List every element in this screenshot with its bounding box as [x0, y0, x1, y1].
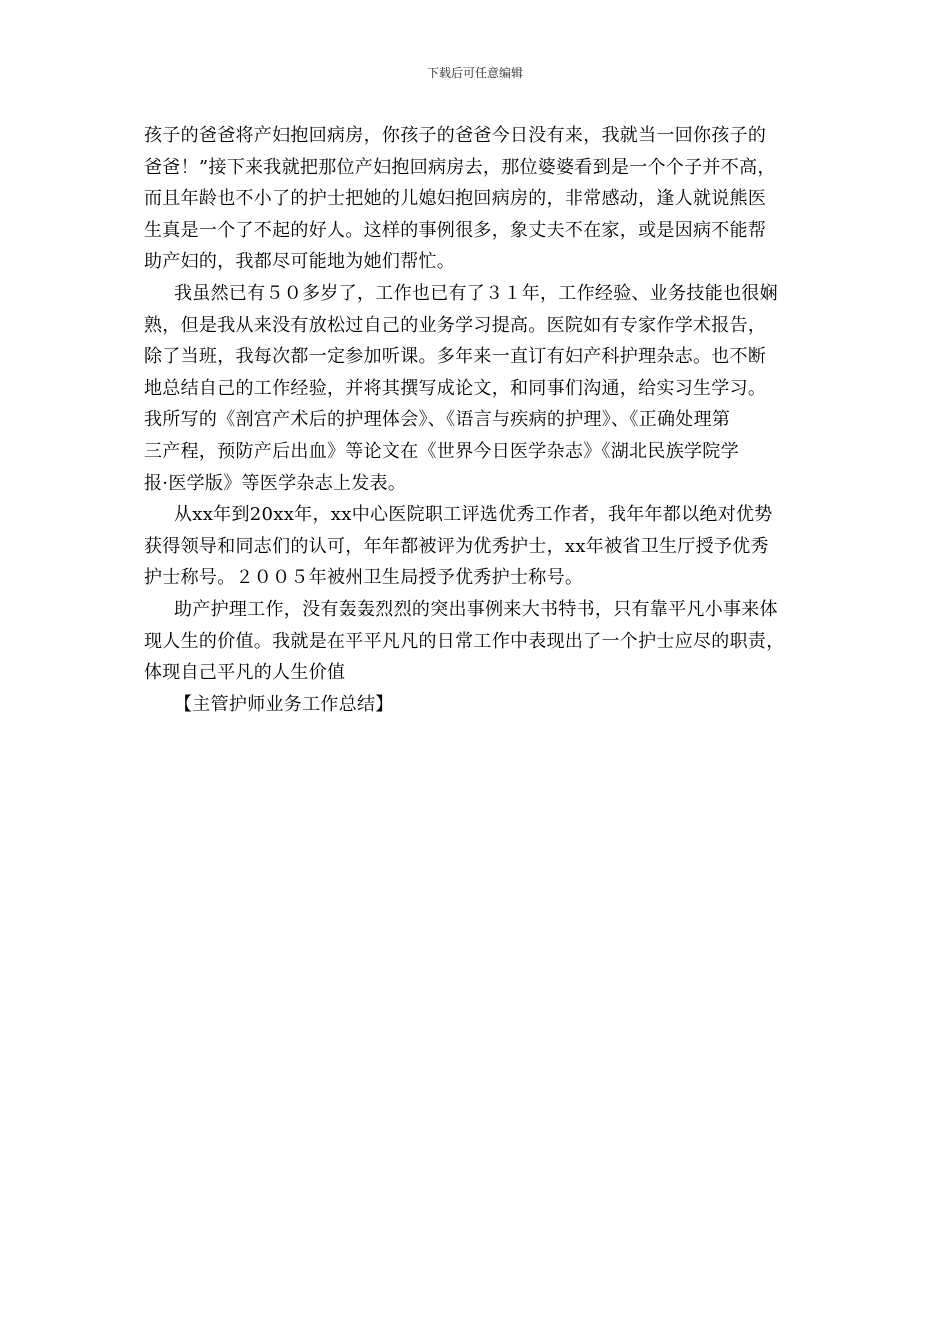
text-line: 助产妇的，我都尽可能地为她们帮忙。 [144, 251, 456, 273]
text-line: 生真是一个了不起的好人。这样的事例很多，象丈夫不在家，或是因病不能帮 [144, 219, 767, 241]
paragraph-4 [144, 594, 814, 689]
paragraph-2 [144, 278, 814, 499]
page-header: 下载后可任意编辑 [426, 66, 523, 80]
text-line: 现人生的价值。我就是在平平凡凡的日常工作中表现出了一个护士应尽的职责， [144, 630, 785, 652]
text-line: 从xx年到20xx年，xx中心医院职工评选优秀工作者，我年年都以绝对优势 [174, 504, 773, 526]
text-line: 除了当班，我每次都一定参加听课。多年来一直订有妇产科护理杂志。也不断 [144, 346, 767, 368]
text-line: 我虽然已有５０多岁了，工作也已有了３１年，工作经验、业务技能也很娴 [174, 282, 778, 304]
text-line: 爸爸！”接下来我就把那位产妇抱回病房去，那位婆婆看到是一个个子并不高， [144, 156, 776, 178]
text-line: 而且年龄也不小了的护士把她的儿媳妇抱回病房的，非常感动，逢人就说熊医 [144, 188, 767, 210]
text-line: 助产护理工作，没有轰轰烈烈的突出事例来大书特书，只有靠平凡小事来体 [174, 598, 778, 620]
text-line: 熟，但是我从来没有放松过自己的业务学习提高。医院如有专家作学术报告， [144, 314, 767, 336]
text-line: 护士称号。２００５年被州卫生局授予优秀护士称号。 [144, 567, 584, 589]
text-line: 获得领导和同志们的认可，年年都被评为优秀护士，xx年被省卫生厅授予优秀 [144, 535, 769, 557]
document-body [144, 120, 814, 720]
paragraph-1 [144, 120, 814, 278]
text-line: 地总结自己的工作经验，并将其撰写成论文，和同事们沟通，给实习生学习。 [144, 377, 767, 399]
paragraph-3 [144, 499, 814, 594]
text-line: 孩子的爸爸将产妇抱回病房，你孩子的爸爸今日没有来，我就当一回你孩子的 [144, 125, 767, 146]
text-line: 三产程，预防产后出血》等论文在《世界今日医学杂志》《湖北民族学院学 [144, 440, 739, 462]
text-line: 体现自己平凡的人生价值 [144, 662, 346, 684]
heading-text: 【主管护师业务工作总结】 [174, 693, 394, 715]
section-heading [144, 689, 814, 721]
text-line: 报·医学版》等医学杂志上发表。 [144, 472, 407, 494]
text-line: 我所写的《剖宫产术后的护理体会》、《语言与疾病的护理》、《正确处理第 [144, 409, 731, 431]
